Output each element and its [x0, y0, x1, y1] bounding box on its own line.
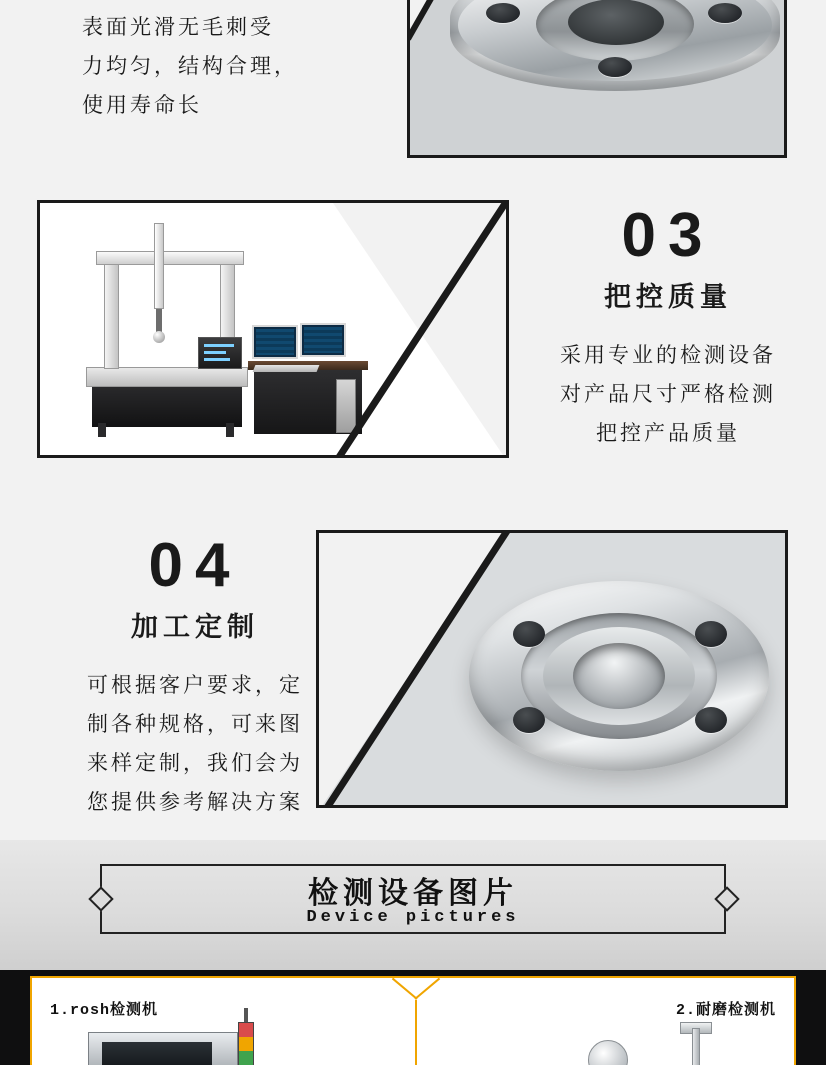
device-pictures-title: 检测设备图片 — [308, 877, 518, 910]
device-divider — [415, 1000, 417, 1065]
description-line: 把控产品质量 — [596, 422, 740, 445]
section-number: 04 — [148, 531, 242, 600]
description-line: 制各种规格，可来图 — [87, 713, 303, 736]
description-line: 可根据客户要求，定 — [87, 674, 303, 697]
section-03-description — [518, 336, 818, 453]
section-title: 把控质量 — [604, 282, 732, 312]
section-04-description — [40, 666, 350, 822]
description-line: 使用寿命长 — [82, 94, 202, 117]
section-03-text — [518, 200, 818, 453]
section-04-text — [40, 530, 350, 822]
section-number: 03 — [621, 201, 715, 270]
description-line: 您提供参考解决方案 — [87, 791, 303, 814]
section-02-image-frame — [407, 0, 787, 158]
device-photos-panel — [0, 970, 826, 1065]
device-divider-left-arm — [392, 978, 418, 1000]
section-03-image-frame — [37, 200, 509, 458]
description-line: 来样定制，我们会为 — [87, 752, 303, 775]
section-02 — [0, 0, 826, 170]
device-label-2: 2.耐磨检测机 — [675, 1002, 776, 1019]
wear-tester-illustration — [572, 1022, 772, 1065]
frame-notch-edge — [316, 530, 521, 808]
description-line: 对产品尺寸严格检测 — [560, 383, 776, 406]
rosh-tester-illustration — [88, 1022, 278, 1065]
section-04 — [0, 512, 826, 832]
device-divider-right-arm — [414, 978, 440, 1000]
description-line: 力均匀，结构合理， — [82, 55, 298, 78]
section-title: 加工定制 — [131, 612, 259, 642]
frame-notch-edge — [316, 200, 509, 458]
section-04-image-frame — [316, 530, 788, 808]
frame-notch-edge — [407, 0, 594, 49]
section-03 — [0, 172, 826, 512]
description-line: 表面光滑无毛刺受 — [82, 16, 274, 39]
section-02-description — [82, 8, 382, 125]
device-label-1: 1.rosh检测机 — [50, 1002, 159, 1019]
device-pictures-title-box — [100, 864, 726, 934]
device-pictures-subtitle: Device pictures — [306, 908, 520, 927]
description-line: 采用专业的检测设备 — [560, 344, 776, 367]
device-photos-inner — [30, 976, 796, 1065]
device-pictures-band — [0, 840, 826, 970]
